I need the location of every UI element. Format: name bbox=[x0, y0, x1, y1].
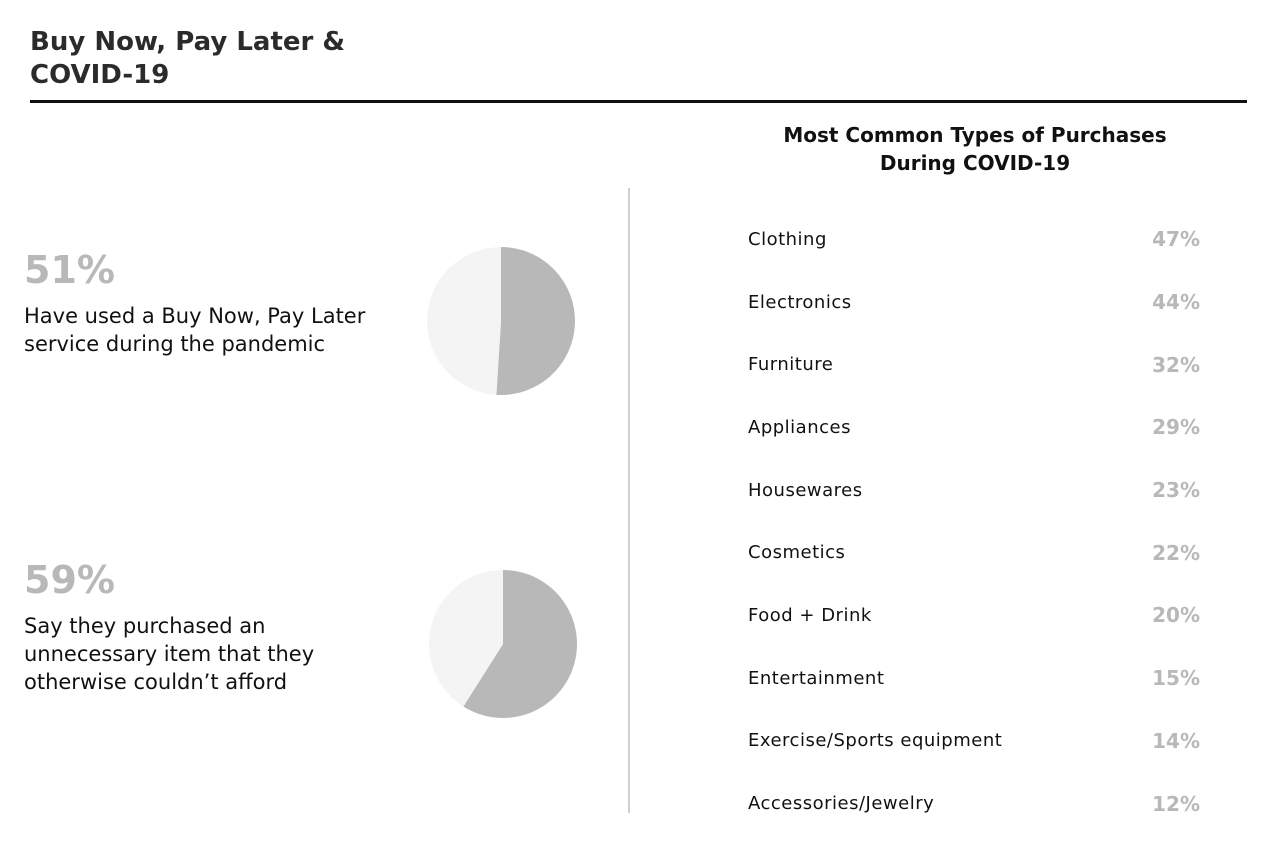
table-row bbox=[748, 772, 1200, 835]
row-value: 12% bbox=[1152, 791, 1200, 816]
purchases-table-title bbox=[730, 121, 1220, 177]
row-label: Exercise/Sports equipment bbox=[748, 730, 1003, 752]
stat-1-value: 51% bbox=[24, 248, 115, 292]
row-value: 47% bbox=[1152, 227, 1200, 252]
row-label: Cosmetics bbox=[748, 542, 846, 564]
row-label: Appliances bbox=[748, 416, 851, 438]
table-row bbox=[748, 333, 1200, 396]
pie-slice bbox=[496, 247, 575, 395]
table-row bbox=[748, 208, 1200, 271]
row-label: Food + Drink bbox=[748, 604, 872, 626]
row-value: 44% bbox=[1152, 290, 1200, 315]
stat-1-description: Have used a Buy Now, Pay Later service during the pandemic bbox=[24, 304, 366, 356]
pie-chart-1 bbox=[426, 246, 576, 396]
stat-block-1 bbox=[24, 248, 404, 358]
column-divider bbox=[628, 188, 630, 813]
row-label: Furniture bbox=[748, 354, 834, 376]
stat-block-2 bbox=[24, 558, 324, 696]
purchases-table-title-line-1: Most Common Types of Purchases bbox=[783, 123, 1167, 147]
row-value: 22% bbox=[1152, 540, 1200, 565]
stat-2-value: 59% bbox=[24, 558, 115, 602]
row-label: Clothing bbox=[748, 228, 827, 250]
row-label: Housewares bbox=[748, 479, 863, 501]
row-value: 32% bbox=[1152, 352, 1200, 377]
header-rule bbox=[30, 100, 1247, 103]
pie-chart-2 bbox=[428, 569, 578, 719]
row-value: 14% bbox=[1152, 728, 1200, 753]
table-row bbox=[748, 710, 1200, 773]
table-row bbox=[748, 271, 1200, 334]
row-value: 29% bbox=[1152, 415, 1200, 440]
table-row bbox=[748, 459, 1200, 522]
table-row bbox=[748, 584, 1200, 647]
table-row bbox=[748, 396, 1200, 459]
pie-slice bbox=[427, 247, 501, 395]
table-row bbox=[748, 521, 1200, 584]
stat-2-description: Say they purchased an unnecessary item that they otherwise couldn’t afford bbox=[24, 614, 315, 694]
row-label: Entertainment bbox=[748, 667, 885, 689]
table-row bbox=[748, 647, 1200, 710]
purchases-table-title-line-2: During COVID-19 bbox=[879, 151, 1071, 175]
row-value: 15% bbox=[1152, 666, 1200, 691]
row-label: Electronics bbox=[748, 291, 852, 313]
page-title bbox=[30, 26, 450, 92]
page-title-line-1: Buy Now, Pay Later & bbox=[30, 27, 346, 57]
row-value: 20% bbox=[1152, 603, 1200, 628]
row-value: 23% bbox=[1152, 478, 1200, 503]
purchases-table bbox=[748, 208, 1200, 835]
page-title-line-2: COVID-19 bbox=[30, 60, 170, 90]
row-label: Accessories/Jewelry bbox=[748, 793, 935, 815]
